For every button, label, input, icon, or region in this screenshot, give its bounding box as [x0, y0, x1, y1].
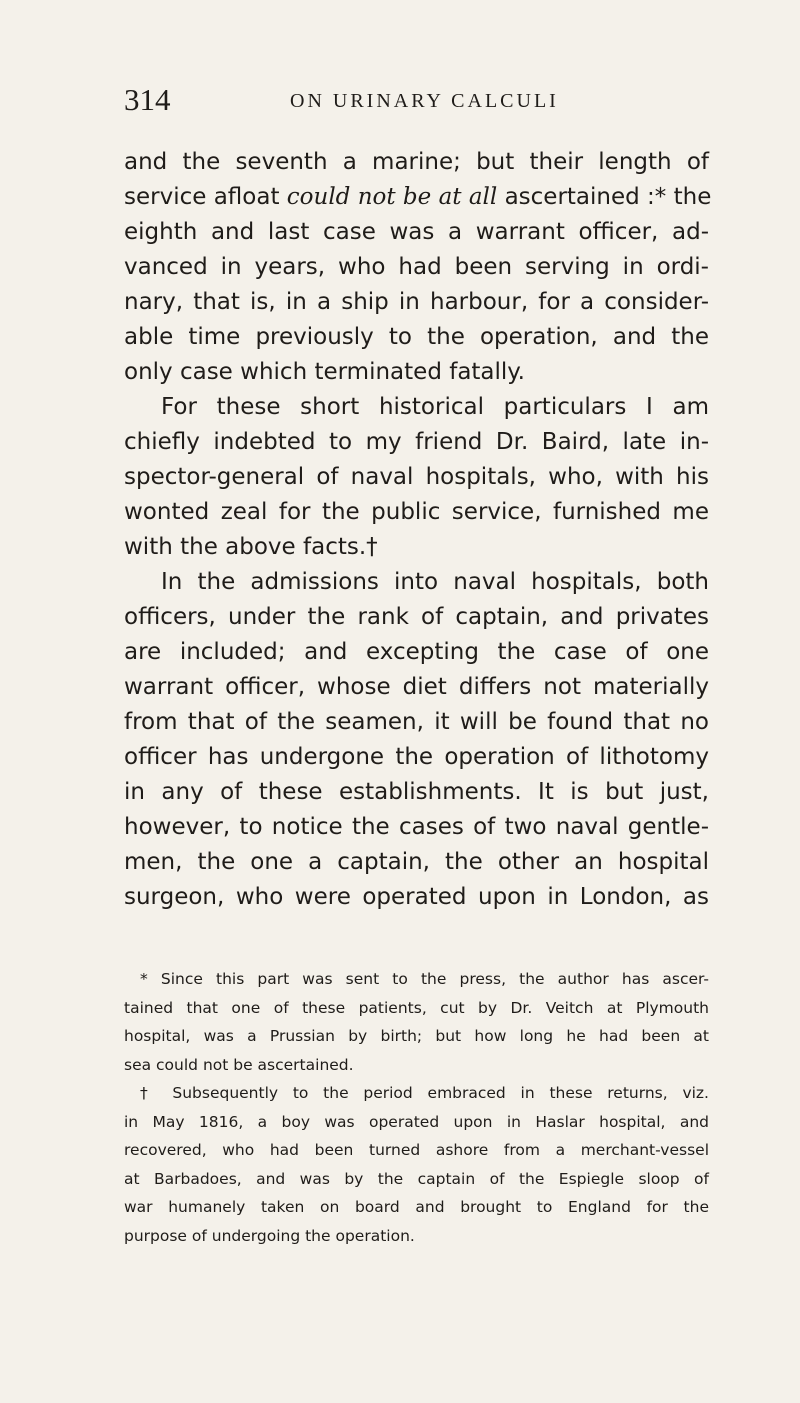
text-line: and the seventh a marine; but their length of — [124, 149, 709, 175]
text-line: in any of these establishments. It is but just, — [124, 779, 709, 805]
text-line: warrant officer, whose diet differs not materially — [124, 674, 709, 700]
text-line: chiefly indebted to my friend Dr. Baird, late in- — [124, 429, 709, 455]
text-line: surgeon, who were operated upon in London, as — [124, 884, 709, 910]
running-title: ON URINARY CALCULI — [290, 90, 559, 112]
text-line: are included; and excepting the case of one — [124, 639, 709, 665]
text-line: with the above facts.† — [124, 534, 378, 560]
footnote-line: in May 1816, a boy was operated upon in Haslar hospital, and — [124, 1112, 709, 1131]
page-number: 314 — [124, 82, 171, 117]
text-line: eighth and last case was a warrant officer, ad- — [124, 219, 709, 245]
footnote-line: sea could not be ascertained. — [124, 1055, 354, 1074]
body-text — [124, 145, 712, 915]
running-head — [124, 82, 709, 122]
text-segment: ascertained :* the — [504, 184, 712, 210]
paragraph-1 — [124, 145, 712, 390]
text-line: In the admissions into naval hospitals, both — [161, 569, 709, 595]
footnote-line: purpose of undergoing the operation. — [124, 1226, 415, 1245]
text-segment: service afloat — [124, 184, 280, 210]
footnote-line: at Barbadoes, and was by the captain of the Espiegle sloop of — [124, 1169, 709, 1188]
text-line — [124, 180, 712, 215]
footnote-line: recovered, who had been turned ashore from a merchant-vessel — [124, 1141, 709, 1159]
italic-phrase: could not be at all — [286, 184, 498, 210]
footnote-line: hospital, was a Prussian by birth; but how long he had been at — [124, 1027, 709, 1045]
text-line: nary, that is, in a ship in harbour, for a consider- — [124, 289, 709, 315]
footnote-line: tained that one of these patients, cut by Dr. Veitch at Plymouth — [124, 998, 709, 1017]
text-line: from that of the seamen, it will be found that no — [124, 709, 709, 735]
footnotes — [124, 965, 709, 1250]
text-line: officer has undergone the operation of lithotomy — [124, 744, 709, 770]
text-line: able time previously to the operation, and the — [124, 324, 709, 350]
footnote-line: * Since this part was sent to the press, the author has ascer- — [140, 970, 709, 988]
text-line: however, to notice the cases of two naval gentle- — [124, 814, 709, 840]
text-line: vanced in years, who had been serving in ordi- — [124, 254, 709, 280]
paragraph-3 — [124, 565, 709, 915]
text-line: only case which terminated fatally. — [124, 359, 525, 385]
footnote-line: † Subsequently to the period embraced in these returns, viz. — [140, 1084, 709, 1102]
text-line: For these short historical particulars I am — [161, 394, 709, 420]
footnote-1 — [124, 965, 709, 1079]
text-line: spector-general of naval hospitals, who, with his — [124, 464, 709, 490]
footnote-2 — [124, 1079, 709, 1250]
text-line: men, the one a captain, the other an hospital — [124, 849, 709, 875]
text-line: wonted zeal for the public service, furnished me — [124, 499, 709, 525]
text-line: officers, under the rank of captain, and privates — [124, 604, 709, 630]
paragraph-2 — [124, 390, 709, 565]
footnote-line: war humanely taken on board and brought to England for the — [124, 1198, 709, 1216]
